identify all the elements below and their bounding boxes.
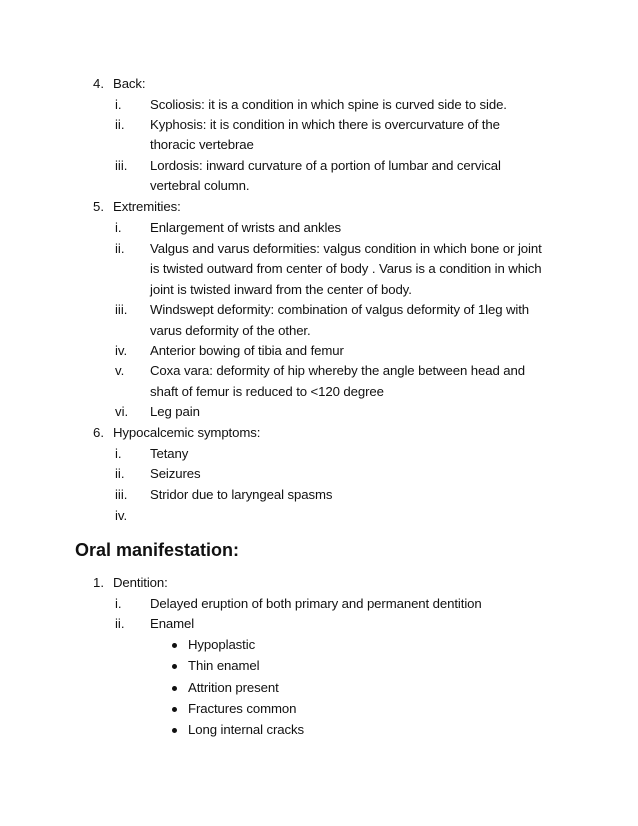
item-numeral: vi. [115,404,129,419]
item-text: thoracic vertebrae [150,137,254,152]
item-numeral: iii. [115,487,128,502]
bullet-icon [172,664,177,669]
item-text: Kyphosis: it is condition in which there is overcurvature of the [150,117,500,132]
item-text: Anterior bowing of tibia and femur [150,343,344,358]
bullet-icon [172,686,177,691]
item-text: Enlargement of wrists and ankles [150,220,342,235]
item-text: joint is twisted inward from the center of body. [150,282,412,297]
item-numeral: i. [115,97,122,112]
item-numeral: i. [115,446,122,461]
bullet-icon [172,643,177,648]
section-number: 1. [93,575,104,590]
item-text: Valgus and varus deformities: valgus condition in which bone or joint [150,241,542,256]
item-numeral: ii. [115,616,125,631]
item-numeral: i. [115,596,122,611]
section-title: Hypocalcemic symptoms: [113,425,261,440]
item-text: Delayed eruption of both primary and permanent dentition [150,596,482,611]
bullet-item: Long internal cracks [188,722,305,737]
bullet-item: Hypoplastic [188,637,256,652]
item-text: Windswept deformity: combination of valgus deformity of 1leg with [150,302,530,317]
section-title: Back: [113,76,146,91]
section-number: 4. [93,76,104,91]
section-number: 6. [93,425,104,440]
section-number: 5. [93,199,104,214]
section-title: Extremities: [113,199,181,214]
item-text: Scoliosis: it is a condition in which spine is curved side to side. [150,97,507,112]
item-numeral: i. [115,220,122,235]
item-text: shaft of femur is reduced to <120 degree [150,384,384,399]
item-text: Leg pain [150,404,200,419]
item-text: Tetany [150,446,189,461]
item-numeral: v. [115,363,125,378]
item-numeral: iii. [115,302,128,317]
item-text: Stridor due to laryngeal spasms [150,487,333,502]
section-title: Dentition: [113,575,168,590]
item-numeral: ii. [115,117,125,132]
item-text: varus deformity of the other. [150,323,311,338]
bullet-item: Attrition present [188,680,279,695]
item-text: Seizures [150,466,201,481]
bullet-item: Fractures common [188,701,297,716]
item-text: Lordosis: inward curvature of a portion of lumbar and cervical [150,158,501,173]
item-text: Enamel [150,616,195,631]
section-heading: Oral manifestation: [75,540,240,560]
item-text: Coxa vara: deformity of hip whereby the angle between head and [150,363,526,378]
item-numeral: iii. [115,158,128,173]
item-numeral: iv. [115,508,128,523]
item-text: vertebral column. [150,178,250,193]
bullet-icon [172,707,177,712]
bullet-item: Thin enamel [188,658,260,673]
item-numeral: iv. [115,343,128,358]
item-numeral: ii. [115,466,125,481]
item-text: is twisted outward from center of body . Varus is a condition in which [150,261,542,276]
item-numeral: ii. [115,241,125,256]
bullet-icon [172,728,177,733]
